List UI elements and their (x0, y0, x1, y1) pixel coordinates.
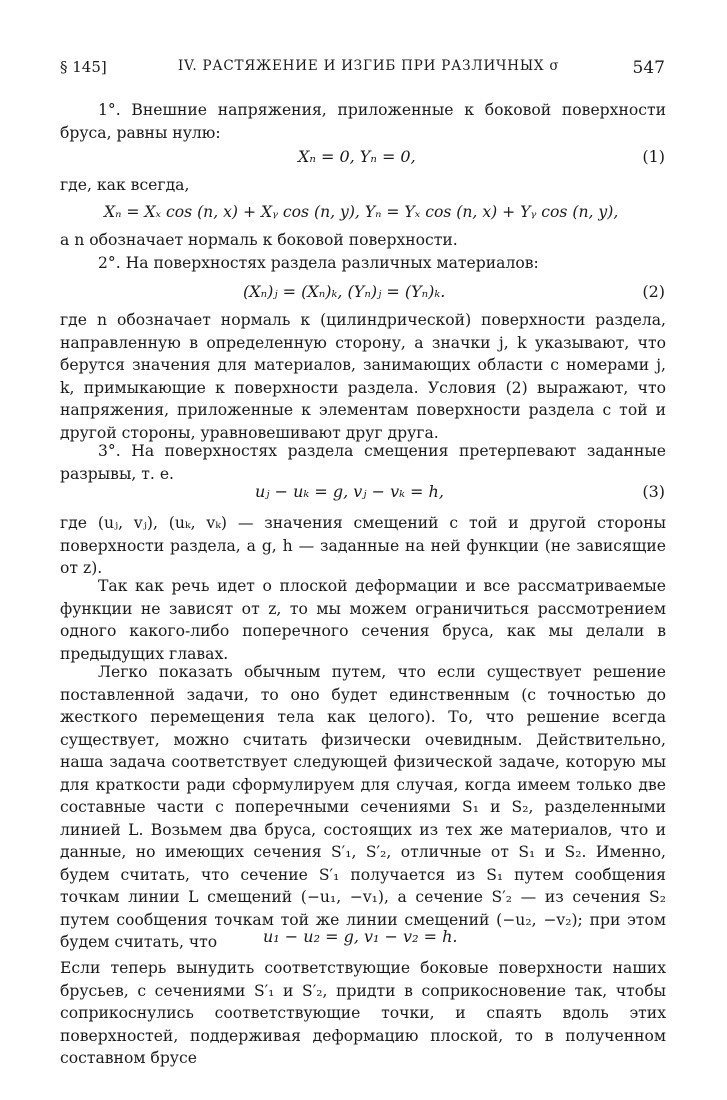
paragraph-where: где, как всегда, (60, 176, 190, 194)
equation-3-number: (3) (642, 482, 665, 501)
equation-1: Xₙ = 0, Yₙ = 0, (298, 147, 416, 166)
equation-3: uⱼ − uₖ = g, vⱼ − vₖ = h, (255, 482, 444, 501)
running-title: IV. РАСТЯЖЕНИЕ И ИЗГИБ ПРИ РАЗЛИЧНЫХ σ (178, 58, 560, 74)
equation-1-number: (1) (642, 147, 665, 166)
paragraph-interface-description: где n обозначает нормаль к (цилиндрической) поверхности раздела, направленную в определенную сторону, а значки j, k указывают, что берутся значения для материалов, занимающих области с номерами j, k, примыкающие к поверхности раздела. Условия (2) выражают, что напряжения, приложенные к элементам поверхности раздела с той и другой стороны, уравновешивают друг друга. (60, 311, 666, 442)
paragraph-composite-bar: Если теперь вынудить соответствующие боковые поверхности наших брусьев, с сечениями S′₁ и S′₂, придти в соприкосновение так, чтобы соприкоснулись соответствующие точки, и спаять вдоль этих поверхностей, поддерживая деформацию плоской, то в полученном составном брусе (60, 959, 666, 1067)
paragraph-normal: а n обозначает нормаль к боковой поверхности. (60, 231, 458, 249)
page-number: 547 (632, 58, 665, 78)
paragraph-plane-deformation: Так как речь идет о плоской деформации и все рассматриваемые функции не зависят от z, то мы можем ограничиться рассмотрением одного какого-либо поперечного сечения бруса, как мы делали в предыдущих главах. (60, 577, 666, 663)
equation-2-number: (2) (642, 282, 665, 301)
equation-definition: Xₙ = Xₓ cos (n, x) + Xᵧ cos (n, y), Yₙ = Yₓ cos (n, x) + Yᵧ cos (n, y), (104, 203, 619, 221)
paragraph-condition-2: 2°. На поверхностях раздела различных материалов: (98, 254, 539, 272)
paragraph-condition-1: 1°. Внешние напряжения, приложенные к боковой поверхности бруса, равны нулю: (60, 101, 666, 142)
equation-4: u₁ − u₂ = g, v₁ − v₂ = h. (263, 927, 458, 946)
paragraph-displacements: где (uⱼ, vⱼ), (uₖ, vₖ) — значения смещений с той и другой стороны поверхности раздела, а g, h — заданные на ней функции (не зависящие от z). (60, 514, 666, 577)
section-reference: § 145] (60, 58, 107, 76)
equation-2: (Xₙ)ⱼ = (Xₙ)ₖ, (Yₙ)ⱼ = (Yₙ)ₖ. (243, 282, 446, 301)
paragraph-uniqueness: Легко показать обычным путем, что если существует решение поставленной задачи, то оно будет единственным (с точностью до жесткого перемещения тела как целого). То, что решение всегда существует, можно считать физически очевидным. Действительно, наша задача соответствует следующей физической задаче, которую мы для краткости ради сформулируем для случая, когда имеем только две составные части с поперечными сечениями S₁ и S₂, разделенными линией L. Возьмем два бруса, состоящих из тех же материалов, что и данные, но имеющих сечения S′₁, S′₂, отличные от S₁ и S₂. Именно, будем считать, что сечение S′₁ получается из S₁ путем сообщения точкам линии L смещений (−u₁, −v₁), а сечение S′₂ — из сечения S₂ путем сообщения точкам той же линии смещений (−u₂, −v₂); при этом будем считать, что (60, 663, 666, 951)
paragraph-condition-3: 3°. На поверхностях раздела смещения претерпевают заданные разрывы, т. е. (60, 442, 666, 483)
